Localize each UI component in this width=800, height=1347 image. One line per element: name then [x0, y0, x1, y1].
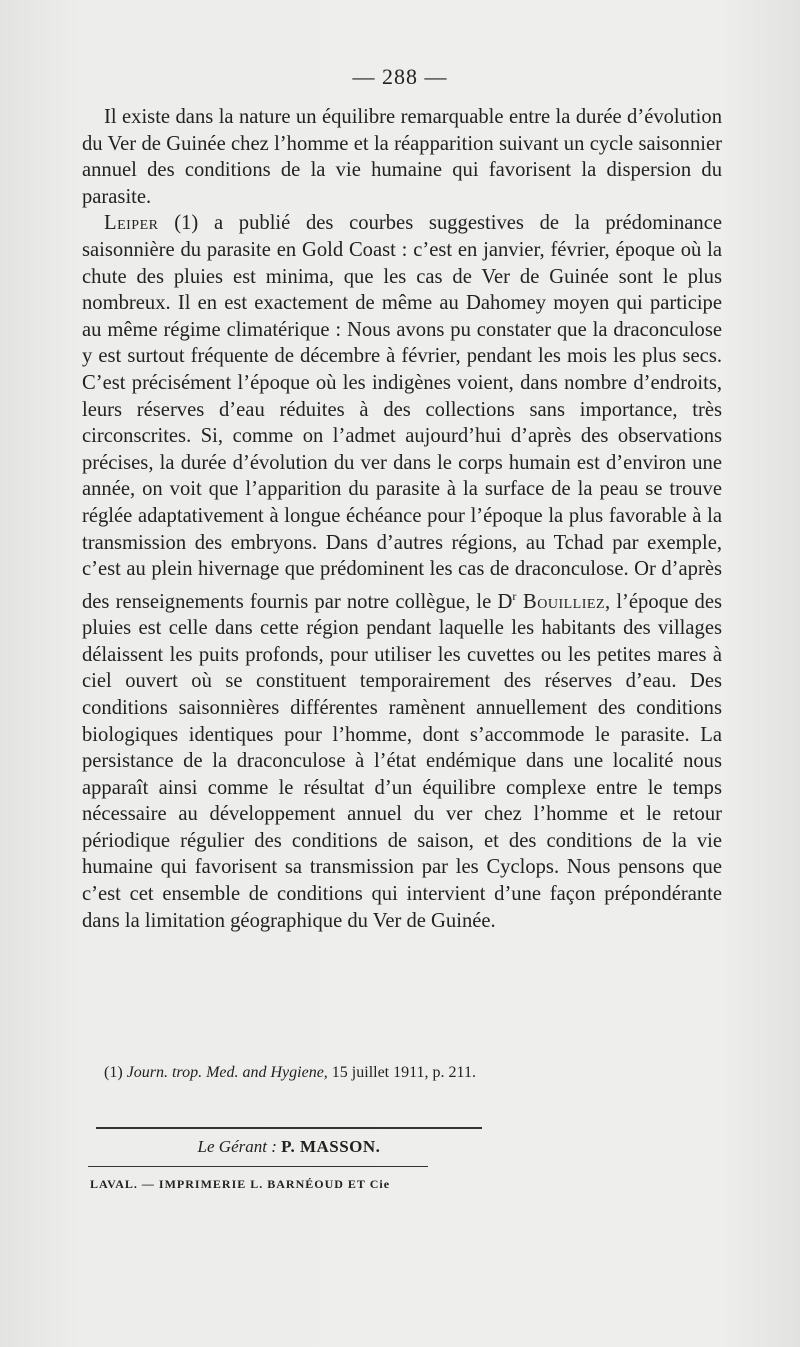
- gerant-label: Le Gérant :: [197, 1137, 277, 1156]
- paragraph-2-text: (1) a publié des courbes suggestives de la prédominance saisonnière du parasite en Gold Coast : c’est en janvier, février, époque où la chute des pluies est minima, que les cas de Ver de Guinée sont le plus nombreux. Il en est exactement de même au Dahomey moyen qui participe au même régime climatérique : Nous avons pu constater que la draconculose y est surtout fréquente de décembre à février, pendant les mois les plus secs. C’est précisément l’époque où les indigènes voient, dans nombre d’endroits, leurs réserves d’eau réduites à des collections sans importance, très circonscrites. Si, comme on l’admet aujourd’hui d’après des observations précises, la durée d’évolution du ver dans le corps humain est d’environ une année, on voit que l’apparition du parasite à la surface de la peau se trouve réglée adaptativement à longue échéance pour l’époque la plus favorable à la transmission des embryons. Dans d’autres régions, au Tchad par exemple, c’est au plein hivernage que prédominent les cas de draconculose. Or d’après des renseignements fournis par notre collègue, le: [82, 212, 722, 613]
- title-dr-sup: r: [512, 588, 517, 603]
- author-name-bouilliez: Bouilliez: [516, 590, 606, 613]
- gerant-line: [96, 1137, 482, 1157]
- divider-rule-bottom: [88, 1166, 428, 1167]
- footnote-reference: 15 juillet 1911, p. 211.: [327, 1064, 476, 1081]
- title-dr: D: [497, 590, 513, 613]
- printer-imprint: LAVAL. — IMPRIMERIE L. BARNÉOUD ET Cie: [90, 1177, 391, 1191]
- gerant-name: P. MASSON.: [281, 1137, 381, 1156]
- paragraph-2-text-continued: , l’époque des pluies est celle dans cette région pendant laquelle les habitants des villages délaissent les puits profonds, pour utiliser les cuvettes ou les petites mares à ciel ouvert où se constituent temporairement des réserves d’eau. Des conditions saisonnières différentes ramènent annuellement des conditions biologiques identiques pour l’homme, dont s’accommode le parasite. La persistance de la draconculose à l’état endémique dans une localité nous apparaît ainsi comme le résultat d’un équilibre complexe entre le temps nécessaire au développement annuel du ver chez l’homme et le retour périodique régulier des conditions de saison, et des conditions de la vie humaine qui favorisent sa transmission par les Cyclops. Nous pensons que c’est cet ensemble de conditions qui intervient d’une façon prépondérante dans la limitation géographique du Ver de Guinée.: [82, 590, 723, 932]
- footnote: [104, 1064, 704, 1082]
- paragraph-2: [82, 210, 722, 934]
- author-name-leiper: Leiper: [104, 212, 159, 235]
- page-number: — 288 —: [352, 64, 448, 89]
- body-text: [82, 104, 722, 934]
- footnote-marker: (1): [104, 1064, 123, 1081]
- footnote-journal: Journ. trop. Med. and Hygiene,: [126, 1064, 328, 1081]
- divider-rule-top: [96, 1127, 482, 1129]
- paragraph-1: Il existe dans la nature un équilibre remarquable entre la durée d’évolution du Ver de Guinée chez l’homme et la réapparition suivant un cycle saisonnier annuel des conditions de la vie humaine qui favorisent la dispersion du parasite.: [82, 106, 722, 208]
